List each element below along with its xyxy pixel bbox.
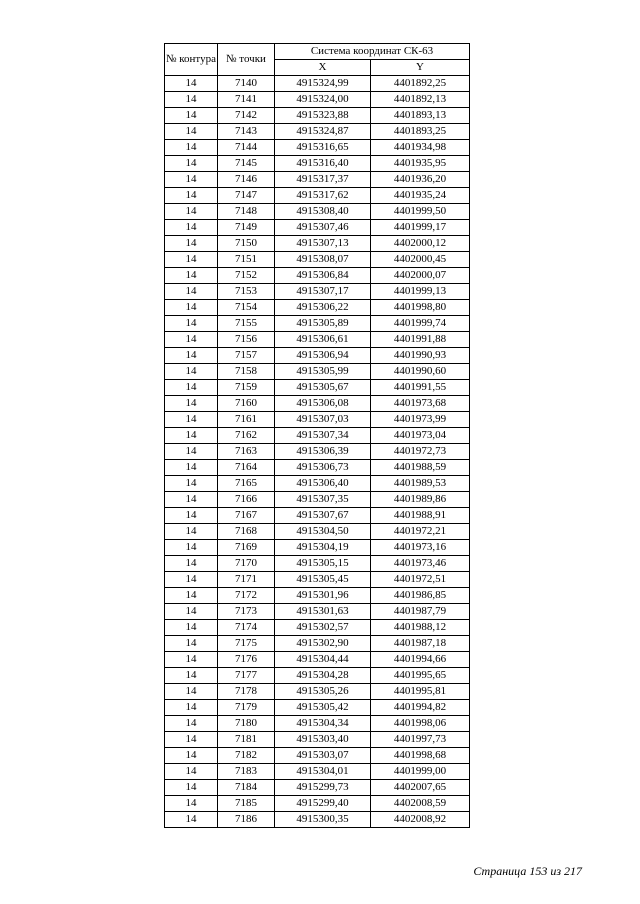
- cell-contour: 14: [165, 684, 218, 700]
- cell-x: 4915306,39: [275, 444, 371, 460]
- cell-point: 7169: [218, 540, 275, 556]
- cell-x: 4915324,87: [275, 124, 371, 140]
- table-row: [165, 492, 470, 508]
- cell-x: 4915306,84: [275, 268, 371, 284]
- cell-x: 4915302,57: [275, 620, 371, 636]
- cell-y: 4401999,00: [371, 764, 470, 780]
- cell-point: 7162: [218, 428, 275, 444]
- cell-contour: 14: [165, 140, 218, 156]
- cell-y: 4401972,73: [371, 444, 470, 460]
- table-row: [165, 588, 470, 604]
- cell-x: 4915316,40: [275, 156, 371, 172]
- cell-x: 4915301,63: [275, 604, 371, 620]
- cell-point: 7170: [218, 556, 275, 572]
- cell-y: 4401973,04: [371, 428, 470, 444]
- table-row: [165, 796, 470, 812]
- cell-point: 7157: [218, 348, 275, 364]
- cell-x: 4915307,17: [275, 284, 371, 300]
- table-row: [165, 284, 470, 300]
- header-x: X: [275, 60, 371, 76]
- cell-y: 4401892,25: [371, 76, 470, 92]
- cell-point: 7155: [218, 316, 275, 332]
- cell-y: 4401935,24: [371, 188, 470, 204]
- cell-contour: 14: [165, 508, 218, 524]
- cell-x: 4915306,94: [275, 348, 371, 364]
- cell-x: 4915304,01: [275, 764, 371, 780]
- cell-point: 7140: [218, 76, 275, 92]
- cell-contour: 14: [165, 748, 218, 764]
- cell-point: 7181: [218, 732, 275, 748]
- cell-y: 4401934,98: [371, 140, 470, 156]
- cell-y: 4401972,21: [371, 524, 470, 540]
- cell-contour: 14: [165, 620, 218, 636]
- cell-point: 7148: [218, 204, 275, 220]
- cell-contour: 14: [165, 780, 218, 796]
- cell-x: 4915307,34: [275, 428, 371, 444]
- cell-x: 4915324,00: [275, 92, 371, 108]
- cell-y: 4402008,92: [371, 812, 470, 828]
- cell-contour: 14: [165, 796, 218, 812]
- cell-x: 4915305,89: [275, 316, 371, 332]
- cell-point: 7158: [218, 364, 275, 380]
- cell-contour: 14: [165, 812, 218, 828]
- cell-contour: 14: [165, 732, 218, 748]
- cell-x: 4915308,40: [275, 204, 371, 220]
- cell-x: 4915305,45: [275, 572, 371, 588]
- cell-y: 4401987,79: [371, 604, 470, 620]
- table-row: [165, 364, 470, 380]
- cell-y: 4401999,74: [371, 316, 470, 332]
- cell-contour: 14: [165, 524, 218, 540]
- cell-x: 4915299,73: [275, 780, 371, 796]
- cell-point: 7145: [218, 156, 275, 172]
- table-row: [165, 76, 470, 92]
- cell-point: 7147: [218, 188, 275, 204]
- table-row: [165, 252, 470, 268]
- cell-x: 4915306,61: [275, 332, 371, 348]
- cell-contour: 14: [165, 172, 218, 188]
- header-coordinate-system: Система координат СК-63: [275, 44, 470, 60]
- cell-point: 7180: [218, 716, 275, 732]
- cell-contour: 14: [165, 300, 218, 316]
- cell-y: 4401990,60: [371, 364, 470, 380]
- page-number: Страница 153 из 217: [473, 864, 582, 878]
- cell-contour: 14: [165, 492, 218, 508]
- cell-y: 4401986,85: [371, 588, 470, 604]
- cell-contour: 14: [165, 316, 218, 332]
- cell-y: 4402000,07: [371, 268, 470, 284]
- cell-y: 4401935,95: [371, 156, 470, 172]
- cell-x: 4915305,99: [275, 364, 371, 380]
- cell-contour: 14: [165, 460, 218, 476]
- table-row: [165, 556, 470, 572]
- cell-x: 4915306,22: [275, 300, 371, 316]
- table-row: [165, 236, 470, 252]
- table-row: [165, 700, 470, 716]
- table-row: [165, 188, 470, 204]
- table-row: [165, 268, 470, 284]
- table-row: [165, 780, 470, 796]
- table-row: [165, 444, 470, 460]
- cell-point: 7172: [218, 588, 275, 604]
- cell-point: 7144: [218, 140, 275, 156]
- table-row: [165, 156, 470, 172]
- cell-point: 7150: [218, 236, 275, 252]
- cell-point: 7165: [218, 476, 275, 492]
- cell-x: 4915307,67: [275, 508, 371, 524]
- cell-contour: 14: [165, 428, 218, 444]
- table-row: [165, 316, 470, 332]
- table-row: [165, 460, 470, 476]
- cell-y: 4401999,17: [371, 220, 470, 236]
- cell-contour: 14: [165, 348, 218, 364]
- table-row: [165, 668, 470, 684]
- cell-y: 4401973,68: [371, 396, 470, 412]
- table-row: [165, 348, 470, 364]
- cell-contour: 14: [165, 652, 218, 668]
- cell-x: 4915316,65: [275, 140, 371, 156]
- cell-x: 4915308,07: [275, 252, 371, 268]
- cell-x: 4915304,44: [275, 652, 371, 668]
- cell-point: 7183: [218, 764, 275, 780]
- cell-point: 7163: [218, 444, 275, 460]
- cell-y: 4401893,13: [371, 108, 470, 124]
- cell-y: 4401989,86: [371, 492, 470, 508]
- cell-contour: 14: [165, 556, 218, 572]
- cell-point: 7164: [218, 460, 275, 476]
- cell-y: 4401988,59: [371, 460, 470, 476]
- cell-point: 7184: [218, 780, 275, 796]
- cell-x: 4915302,90: [275, 636, 371, 652]
- cell-x: 4915307,13: [275, 236, 371, 252]
- coordinates-table: [164, 43, 470, 828]
- cell-point: 7176: [218, 652, 275, 668]
- table-row: [165, 476, 470, 492]
- cell-y: 4401988,91: [371, 508, 470, 524]
- table-row: [165, 508, 470, 524]
- cell-x: 4915304,34: [275, 716, 371, 732]
- table-row: [165, 812, 470, 828]
- cell-y: 4401998,68: [371, 748, 470, 764]
- cell-x: 4915303,40: [275, 732, 371, 748]
- cell-contour: 14: [165, 668, 218, 684]
- cell-contour: 14: [165, 156, 218, 172]
- cell-point: 7152: [218, 268, 275, 284]
- cell-point: 7146: [218, 172, 275, 188]
- cell-x: 4915324,99: [275, 76, 371, 92]
- cell-x: 4915307,46: [275, 220, 371, 236]
- cell-x: 4915307,03: [275, 412, 371, 428]
- cell-point: 7171: [218, 572, 275, 588]
- cell-y: 4401994,82: [371, 700, 470, 716]
- table-row: [165, 572, 470, 588]
- table-row: [165, 428, 470, 444]
- cell-y: 4401991,88: [371, 332, 470, 348]
- table-row: [165, 684, 470, 700]
- cell-contour: 14: [165, 636, 218, 652]
- table-row: [165, 732, 470, 748]
- table-body: [165, 76, 470, 828]
- cell-point: 7167: [218, 508, 275, 524]
- table-row: [165, 108, 470, 124]
- cell-y: 4401973,99: [371, 412, 470, 428]
- cell-point: 7166: [218, 492, 275, 508]
- cell-contour: 14: [165, 108, 218, 124]
- cell-point: 7154: [218, 300, 275, 316]
- cell-contour: 14: [165, 444, 218, 460]
- cell-point: 7159: [218, 380, 275, 396]
- table-row: [165, 124, 470, 140]
- cell-x: 4915304,19: [275, 540, 371, 556]
- cell-x: 4915305,26: [275, 684, 371, 700]
- table-row: [165, 540, 470, 556]
- cell-point: 7156: [218, 332, 275, 348]
- cell-contour: 14: [165, 124, 218, 140]
- cell-contour: 14: [165, 572, 218, 588]
- table-row: [165, 764, 470, 780]
- cell-point: 7161: [218, 412, 275, 428]
- table-row: [165, 300, 470, 316]
- cell-contour: 14: [165, 204, 218, 220]
- cell-contour: 14: [165, 76, 218, 92]
- cell-y: 4402007,65: [371, 780, 470, 796]
- cell-x: 4915303,07: [275, 748, 371, 764]
- cell-y: 4401999,50: [371, 204, 470, 220]
- cell-point: 7174: [218, 620, 275, 636]
- cell-point: 7182: [218, 748, 275, 764]
- cell-point: 7143: [218, 124, 275, 140]
- cell-y: 4401973,16: [371, 540, 470, 556]
- table-row: [165, 604, 470, 620]
- cell-y: 4401995,65: [371, 668, 470, 684]
- cell-y: 4401997,73: [371, 732, 470, 748]
- header-y: Y: [371, 60, 470, 76]
- cell-point: 7178: [218, 684, 275, 700]
- cell-x: 4915306,08: [275, 396, 371, 412]
- cell-point: 7160: [218, 396, 275, 412]
- cell-contour: 14: [165, 332, 218, 348]
- table-row: [165, 748, 470, 764]
- table-row: [165, 140, 470, 156]
- cell-contour: 14: [165, 412, 218, 428]
- cell-y: 4401998,06: [371, 716, 470, 732]
- cell-contour: 14: [165, 476, 218, 492]
- table-row: [165, 396, 470, 412]
- cell-contour: 14: [165, 220, 218, 236]
- cell-y: 4402000,12: [371, 236, 470, 252]
- cell-x: 4915300,35: [275, 812, 371, 828]
- cell-contour: 14: [165, 236, 218, 252]
- table-row: [165, 204, 470, 220]
- cell-y: 4401893,25: [371, 124, 470, 140]
- cell-contour: 14: [165, 268, 218, 284]
- header-contour: № контура: [165, 44, 218, 76]
- cell-y: 4401989,53: [371, 476, 470, 492]
- cell-x: 4915317,37: [275, 172, 371, 188]
- cell-y: 4401991,55: [371, 380, 470, 396]
- cell-contour: 14: [165, 700, 218, 716]
- cell-point: 7179: [218, 700, 275, 716]
- cell-contour: 14: [165, 284, 218, 300]
- cell-y: 4401987,18: [371, 636, 470, 652]
- cell-x: 4915299,40: [275, 796, 371, 812]
- cell-contour: 14: [165, 604, 218, 620]
- cell-contour: 14: [165, 716, 218, 732]
- cell-point: 7173: [218, 604, 275, 620]
- cell-y: 4401999,13: [371, 284, 470, 300]
- table-row: [165, 716, 470, 732]
- cell-point: 7185: [218, 796, 275, 812]
- cell-y: 4401936,20: [371, 172, 470, 188]
- cell-contour: 14: [165, 188, 218, 204]
- cell-y: 4401998,80: [371, 300, 470, 316]
- table-row: [165, 92, 470, 108]
- cell-y: 4401972,51: [371, 572, 470, 588]
- table-row: [165, 380, 470, 396]
- cell-x: 4915317,62: [275, 188, 371, 204]
- cell-contour: 14: [165, 252, 218, 268]
- table-row: [165, 636, 470, 652]
- cell-y: 4401994,66: [371, 652, 470, 668]
- cell-point: 7153: [218, 284, 275, 300]
- cell-y: 4402000,45: [371, 252, 470, 268]
- table-row: [165, 220, 470, 236]
- cell-contour: 14: [165, 588, 218, 604]
- table-row: [165, 172, 470, 188]
- cell-y: 4401988,12: [371, 620, 470, 636]
- cell-contour: 14: [165, 380, 218, 396]
- table-row: [165, 332, 470, 348]
- cell-x: 4915323,88: [275, 108, 371, 124]
- cell-y: 4401892,13: [371, 92, 470, 108]
- cell-contour: 14: [165, 764, 218, 780]
- cell-contour: 14: [165, 540, 218, 556]
- cell-contour: 14: [165, 396, 218, 412]
- table-row: [165, 652, 470, 668]
- cell-x: 4915306,40: [275, 476, 371, 492]
- cell-point: 7141: [218, 92, 275, 108]
- cell-point: 7168: [218, 524, 275, 540]
- table-row: [165, 524, 470, 540]
- cell-x: 4915307,35: [275, 492, 371, 508]
- cell-point: 7151: [218, 252, 275, 268]
- cell-point: 7175: [218, 636, 275, 652]
- table-row: [165, 620, 470, 636]
- cell-x: 4915304,50: [275, 524, 371, 540]
- cell-y: 4401995,81: [371, 684, 470, 700]
- cell-point: 7142: [218, 108, 275, 124]
- cell-y: 4402008,59: [371, 796, 470, 812]
- cell-x: 4915305,15: [275, 556, 371, 572]
- header-point: № точки: [218, 44, 275, 76]
- cell-contour: 14: [165, 364, 218, 380]
- table-row: [165, 412, 470, 428]
- cell-y: 4401973,46: [371, 556, 470, 572]
- cell-point: 7149: [218, 220, 275, 236]
- cell-x: 4915301,96: [275, 588, 371, 604]
- cell-x: 4915305,42: [275, 700, 371, 716]
- cell-contour: 14: [165, 92, 218, 108]
- cell-y: 4401990,93: [371, 348, 470, 364]
- cell-point: 7177: [218, 668, 275, 684]
- cell-x: 4915305,67: [275, 380, 371, 396]
- cell-x: 4915304,28: [275, 668, 371, 684]
- cell-point: 7186: [218, 812, 275, 828]
- cell-x: 4915306,73: [275, 460, 371, 476]
